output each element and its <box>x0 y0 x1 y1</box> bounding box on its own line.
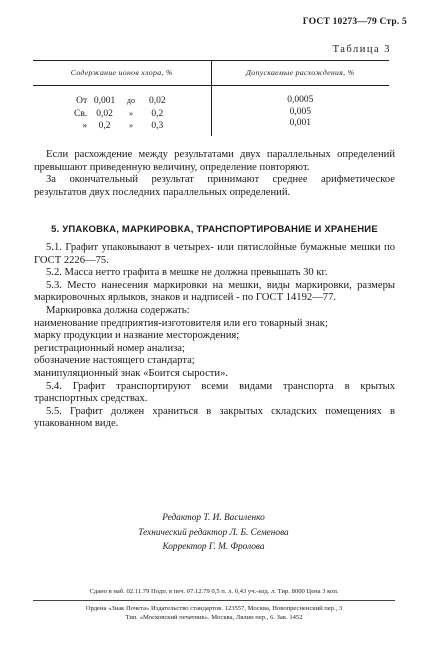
range-prefix: От <box>76 96 88 106</box>
credit-label: Корректор <box>162 542 207 552</box>
credit-label: Технический редактор <box>138 527 228 538</box>
paragraph: 5.4. Графит транспортируют всеми видами транспорта в крытых транспортных средствах. <box>34 380 395 405</box>
list-item: манипуляционный знак «Боится сырости». <box>34 367 229 379</box>
paragraph: 5.2. Масса нетто графита в мешке не должна превышать 30 кг. <box>46 267 328 279</box>
imprint-line: Сдано в наб. 02.11.79 Подп. в печ. 07.12.79 0,5 п. л. 0,43 уч.-изд. л. Тир. 8000 Цена 3 коп. <box>33 587 395 601</box>
data-table <box>33 60 389 136</box>
range-from: 0,2 <box>98 121 111 131</box>
printshop-line: Тип. «Московский печатник». Москва, Лялин пер., 6. Зак. 1452 <box>125 613 303 621</box>
credit-name: Л. Б. Семенова <box>229 527 289 538</box>
range-prefix: Св. <box>73 108 88 119</box>
credits <box>0 511 427 555</box>
paragraph: 5.5. Графит должен храниться в закрытых складских помещениях в упакованном виде. <box>34 405 395 430</box>
table-cell-values <box>211 86 389 136</box>
section-heading: 5. УПАКОВКА, МАРКИРОВКА, ТРАНСПОРТИРОВАНИЕ И ХРАНЕНИЕ <box>51 224 378 235</box>
table-cell-ranges <box>33 86 211 136</box>
list-item: наименование предприятия-изготовителя или его товарный знак; <box>34 317 328 329</box>
range-to: 0,2 <box>151 108 164 119</box>
credit-proofreader <box>0 540 427 555</box>
deviation-value: 0,005 <box>289 106 311 117</box>
paragraph: Маркировка должна содержать: <box>46 304 190 316</box>
range-from: 0,02 <box>96 108 113 119</box>
column-header-deviation: Допускаемые расхождения, % <box>211 61 389 86</box>
range-separator: » <box>128 121 133 130</box>
range-row <box>33 120 211 133</box>
credit-label: Редактор <box>162 513 202 523</box>
paragraph: За окончательный результат принимают среднее арифметическое результатов двух последних параллельных определений. <box>34 174 395 198</box>
list-item: марку продукции и название месторождения; <box>34 330 240 342</box>
paragraph: 5.1. Графит упаковывают в четырех- или пятислойные бумажные мешки по ГОСТ 2226—75. <box>34 242 395 266</box>
deviation-value: 0,0005 <box>287 95 314 105</box>
deviation-value: 0,001 <box>289 118 311 128</box>
range-to: 0,3 <box>151 121 164 131</box>
list-item: обозначение настоящего стандарта; <box>34 355 195 367</box>
credit-name: Г. М. Фролова <box>208 542 265 552</box>
range-to: 0,02 <box>149 96 166 106</box>
printshop-info <box>33 605 395 622</box>
table-row <box>33 86 389 136</box>
range-prefix: » <box>82 121 88 131</box>
credit-tech-editor <box>0 526 427 541</box>
range-from: 0,001 <box>93 96 116 106</box>
column-header-chlorine: Содержание ионов хлора, % <box>33 61 211 86</box>
range-separator: до <box>126 96 135 105</box>
range-row <box>33 108 211 121</box>
page-header: ГОСТ 10273—79 Стр. 5 <box>302 17 407 27</box>
printshop-line: Ордена «Знак Почета» Издательство стандартов. 123557, Москва, Новопресненский пер., 3 <box>85 605 343 612</box>
paragraph: 5.3. Место нанесения маркировки на мешки, виды маркировки, размеры маркировочных ярлыков, знаков и надписей - по ГОСТ 14192—77. <box>34 279 395 304</box>
range-separator: » <box>128 108 133 118</box>
list-item: регистрационный номер анализа; <box>34 342 185 354</box>
table-header-row <box>33 61 389 86</box>
section-text <box>34 242 395 431</box>
range-row <box>33 95 211 108</box>
paragraph: Если расхождение между результатами двух параллельных определений превышают приведенную величину, определение повторяют. <box>34 149 395 173</box>
credit-editor <box>0 511 427 526</box>
credit-name: Т. И. Василенко <box>203 513 265 523</box>
table-title: Таблица 3 <box>332 44 391 55</box>
intro-text <box>34 149 395 199</box>
